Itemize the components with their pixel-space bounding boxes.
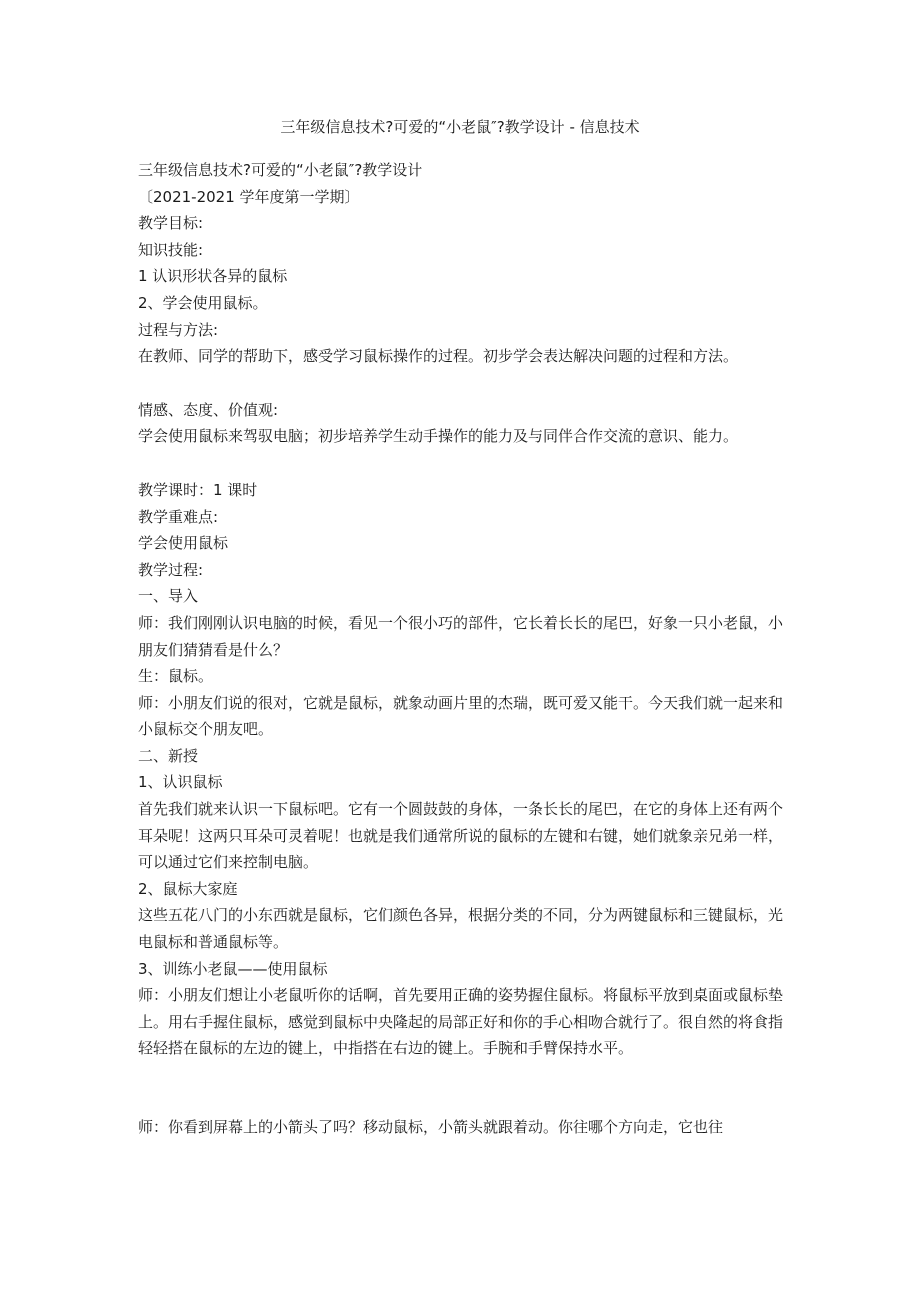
- section-heading: 一、导入: [138, 587, 199, 606]
- document-body: [138, 157, 788, 1141]
- section-heading: 教学目标:: [138, 214, 204, 233]
- dialogue-paragraph: 生：鼠标。: [138, 667, 214, 686]
- paragraph-spacer: [138, 450, 788, 477]
- section-heading: 教学过程:: [138, 560, 204, 579]
- dialogue-paragraph: 师：我们刚刚认识电脑的时候，看见一个很小巧的部件，它长着长长的尾巴，好象一只小老鼠，小朋友们猜猜看是什么？: [138, 613, 784, 659]
- sub-heading: 1、认识鼠标: [138, 773, 223, 792]
- list-item: 1 认识形状各异的鼠标: [138, 267, 288, 286]
- dialogue-paragraph: 师：小朋友们说的很对，它就是鼠标，就象动画片里的杰瑞，既可爱又能干。今天我们就一起来和小鼠标交个朋友吧。: [138, 693, 784, 739]
- dialogue-paragraph: 师：小朋友们想让小老鼠听你的话啊，首先要用正确的姿势握住鼠标。将鼠标平放到桌面或鼠标垫上。用右手握住鼠标，感觉到鼠标中央隆起的局部正好和你的手心相吻合就行了。很自然的将食指轻轻搭在鼠标的左边的键上，中指搭在右边的键上。手腕和手臂保持水平。: [138, 986, 784, 1058]
- section-heading: 教学重难点:: [138, 507, 219, 526]
- paragraph: 首先我们就来认识一下鼠标吧。它有一个圆鼓鼓的身体，一条长长的尾巴，在它的身体上还有两个耳朵呢！这两只耳朵可灵着呢！也就是我们通常所说的鼠标的左键和右键，她们就象亲兄弟一样，可以通过它们来控制电脑。: [138, 800, 784, 872]
- subtitle: 三年级信息技术?可爱的“小老鼠″?教学设计: [138, 161, 423, 179]
- sub-heading: 情感、态度、价值观:: [138, 400, 279, 419]
- school-term: 〔2021-2021 学年度第一学期〕: [138, 187, 360, 206]
- sub-heading: 2、鼠标大家庭: [138, 879, 238, 898]
- paragraph: 学会使用鼠标: [138, 534, 229, 553]
- paragraph: 教学课时：1 课时: [138, 480, 258, 499]
- dialogue-paragraph: 师：你看到屏幕上的小箭头了吗？移动鼠标，小箭头就跟着动。你往哪个方向走，它也往: [138, 1118, 724, 1136]
- paragraph-spacer: [138, 370, 788, 397]
- sub-heading: 知识技能:: [138, 240, 204, 259]
- section-heading: 二、新授: [138, 746, 199, 765]
- sub-heading: 过程与方法:: [138, 320, 219, 339]
- paragraph: 这些五花八门的小东西就是鼠标，它们颜色各异，根据分类的不同，分为两键鼠标和三键鼠标，光电鼠标和普通鼠标等。: [138, 906, 784, 952]
- paragraph: 学会使用鼠标来驾驭电脑；初步培养学生动手操作的能力及与同伴合作交流的意识、能力。: [138, 427, 739, 446]
- paragraph-spacer: [138, 1062, 788, 1114]
- paragraph: 在教师、同学的帮助下，感受学习鼠标操作的过程。初步学会表达解决问题的过程和方法。: [138, 347, 739, 366]
- sub-heading: 3、训练小老鼠——使用鼠标: [138, 959, 328, 978]
- list-item: 2、学会使用鼠标。: [138, 293, 268, 312]
- document-title: 三年级信息技术?可爱的“小老鼠″?教学设计 - 信息技术: [280, 118, 640, 136]
